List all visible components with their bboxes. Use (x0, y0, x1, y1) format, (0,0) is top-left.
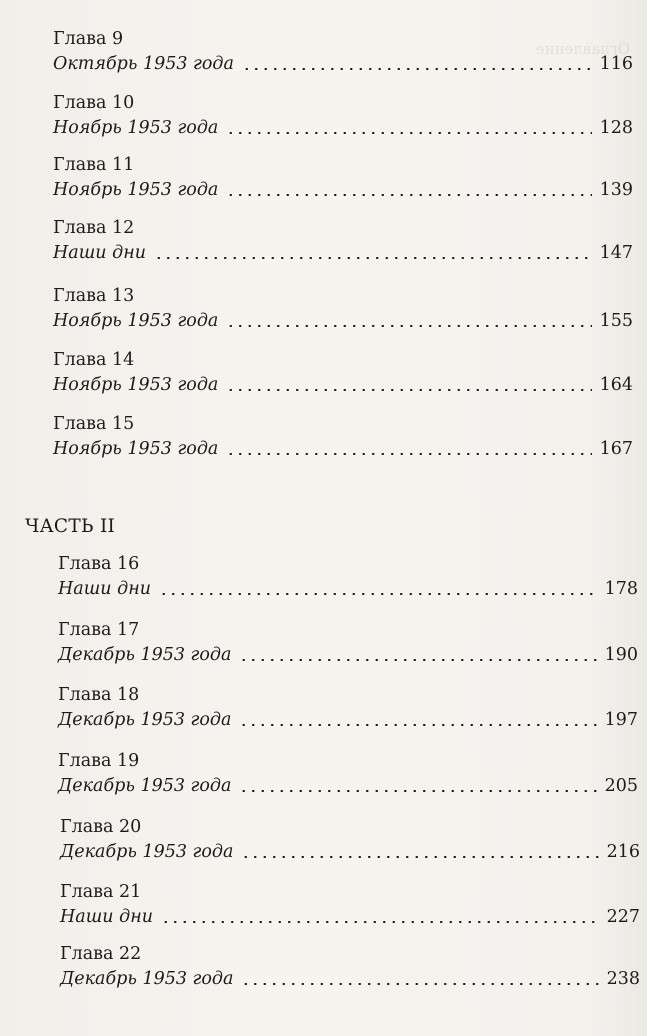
toc-entry (53, 154, 633, 202)
toc-entry (53, 92, 633, 140)
chapter-label: Глава 19 (58, 751, 140, 771)
chapter-date: Наши дни (60, 907, 153, 927)
dot-leader (226, 194, 591, 196)
chapter-label: Глава 11 (53, 155, 135, 175)
page-number: 147 (599, 243, 633, 263)
dot-leader (226, 132, 591, 134)
dot-leader (161, 921, 599, 923)
page-number: 116 (599, 54, 633, 74)
chapter-label: Глава 17 (58, 620, 140, 640)
toc-row (53, 178, 633, 202)
toc-row (58, 577, 638, 601)
toc-entry (53, 285, 633, 333)
toc-entry (58, 750, 638, 798)
page-number: 197 (604, 710, 638, 730)
page-number: 227 (606, 907, 640, 927)
toc-entry (60, 943, 640, 991)
toc-row (60, 967, 640, 991)
toc-row (53, 309, 633, 333)
toc-row (60, 905, 640, 929)
dot-leader (239, 659, 596, 661)
chapter-date: Ноябрь 1953 года (53, 180, 219, 200)
chapter-label: Глава 10 (53, 93, 135, 113)
toc-entry (53, 349, 633, 397)
dot-leader (226, 453, 591, 455)
chapter-label: Глава 20 (60, 817, 142, 837)
dot-leader (241, 983, 598, 985)
toc-row (60, 840, 640, 864)
chapter-date: Октябрь 1953 года (53, 54, 234, 74)
dot-leader (159, 593, 597, 595)
chapter-label: Глава 18 (58, 685, 140, 705)
page-number: 190 (604, 645, 638, 665)
chapter-date: Ноябрь 1953 года (53, 439, 219, 459)
toc-row (53, 373, 633, 397)
toc-entry (53, 217, 633, 265)
page-number: 178 (604, 579, 638, 599)
chapter-label: Глава 15 (53, 414, 135, 434)
page-number: 164 (599, 375, 633, 395)
toc-entry (58, 619, 638, 667)
chapter-label: Глава 21 (60, 882, 142, 902)
toc-row (58, 708, 638, 732)
dot-leader (226, 325, 591, 327)
toc-row (53, 116, 633, 140)
chapter-date: Декабрь 1953 года (58, 710, 232, 730)
chapter-label: Глава 12 (53, 218, 135, 238)
chapter-label: Глава 22 (60, 944, 142, 964)
chapter-label: Глава 13 (53, 286, 135, 306)
page-number: 238 (606, 969, 640, 989)
chapter-date: Декабрь 1953 года (58, 776, 232, 796)
toc-entry (58, 684, 638, 732)
toc-entry (60, 881, 640, 929)
page-number: 216 (606, 842, 640, 862)
toc-row (58, 643, 638, 667)
part-heading: ЧАСТЬ II (25, 516, 116, 537)
dot-leader (154, 257, 592, 259)
toc-entry (58, 553, 638, 601)
toc-row (53, 437, 633, 461)
page-number: 167 (599, 439, 633, 459)
toc-entry (60, 816, 640, 864)
dot-leader (241, 856, 598, 858)
dot-leader (226, 389, 591, 391)
page-number: 128 (599, 118, 633, 138)
page-number: 205 (604, 776, 638, 796)
chapter-label: Глава 9 (53, 29, 124, 49)
chapter-date: Декабрь 1953 года (60, 842, 234, 862)
chapter-date: Ноябрь 1953 года (53, 311, 219, 331)
page-number: 139 (599, 180, 633, 200)
chapter-date: Декабрь 1953 года (58, 645, 232, 665)
dot-leader (239, 724, 596, 726)
toc-entry (53, 413, 633, 461)
toc-row (58, 774, 638, 798)
dot-leader (242, 68, 592, 70)
toc-row (53, 52, 633, 76)
chapter-date: Ноябрь 1953 года (53, 375, 219, 395)
chapter-date: Декабрь 1953 года (60, 969, 234, 989)
chapter-date: Наши дни (53, 243, 146, 263)
page-number: 155 (599, 311, 633, 331)
chapter-date: Наши дни (58, 579, 151, 599)
bleed-through-text: Оглавление (535, 40, 630, 58)
chapter-date: Ноябрь 1953 года (53, 118, 219, 138)
chapter-label: Глава 16 (58, 554, 140, 574)
dot-leader (239, 790, 596, 792)
toc-entry (53, 28, 633, 76)
chapter-label: Глава 14 (53, 350, 135, 370)
toc-row (53, 241, 633, 265)
